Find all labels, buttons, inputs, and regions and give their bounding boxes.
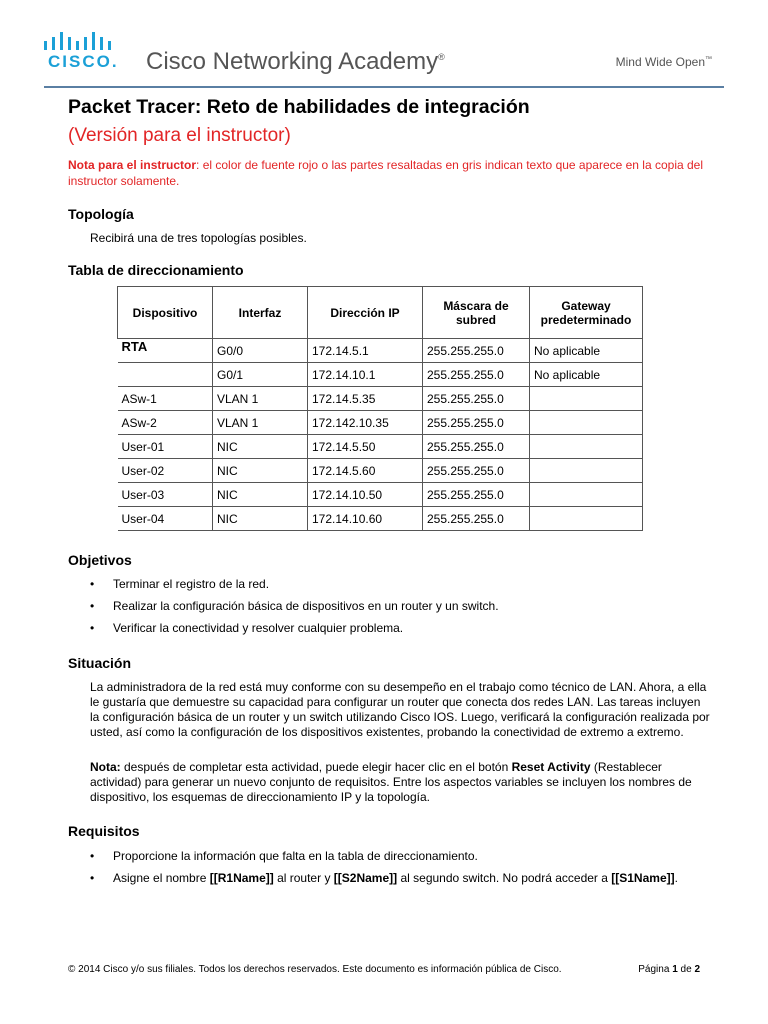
col-device: Dispositivo xyxy=(118,287,213,339)
cisco-logo-icon xyxy=(44,32,114,50)
cell-mask: 255.255.255.0 xyxy=(423,507,530,531)
list-item: • Proporcione la información que falta en la tabla de direccionamiento. xyxy=(90,849,478,863)
cell-mask: 255.255.255.0 xyxy=(423,339,530,363)
cell-gateway: No aplicable xyxy=(530,363,643,387)
cell-ip: 172.142.10.35 xyxy=(308,411,423,435)
situation-paragraph: La administradora de la red está muy conforme con su desempeño en el trabajo como técnico de LAN. Ahora, a ella le gustaría que demuestre su capacidad para configurar un router que conecta dos redes LAN. Las tareas incluyen la configuración básica de un router y un switch utilizando Cisco IOS. Luego, verificará la configuración realizada por usted, así como la configuración de los dispositivos existentes, probando la conectividad de extremo a extremo. xyxy=(90,680,710,739)
cell-interface: G0/0 xyxy=(213,339,308,363)
list-item: • Asigne el nombre [[R1Name]] al router y [[S2Name]] al segundo switch. No podrá acceder a [[S1Name]]. xyxy=(90,871,678,885)
topology-text: Recibirá una de tres topologías posibles. xyxy=(90,231,307,245)
cell-device: User-03 xyxy=(118,483,213,507)
cell-device: User-02 xyxy=(118,459,213,483)
cell-mask: 255.255.255.0 xyxy=(423,411,530,435)
cell-interface: VLAN 1 xyxy=(213,411,308,435)
page-title: Packet Tracer: Reto de habilidades de integración xyxy=(68,96,530,118)
cell-interface: NIC xyxy=(213,435,308,459)
cell-mask: 255.255.255.0 xyxy=(423,435,530,459)
cell-gateway xyxy=(530,387,643,411)
instructor-note: Nota para el instructor: el color de fuente rojo o las partes resaltadas en gris indican texto que aparece en la copia del instructor solamente. xyxy=(68,158,704,188)
table-row xyxy=(118,363,643,387)
cell-ip: 172.14.5.1 xyxy=(308,339,423,363)
col-gateway: Gateway predeterminado xyxy=(530,287,643,339)
footer-copyright: © 2014 Cisco y/o sus filiales. Todos los derechos reservados. Este documento es información pública de Cisco. xyxy=(68,964,562,975)
col-interface: Interfaz xyxy=(213,287,308,339)
cell-interface: G0/1 xyxy=(213,363,308,387)
cell-ip: 172.14.5.60 xyxy=(308,459,423,483)
cell-interface: NIC xyxy=(213,507,308,531)
cell-gateway xyxy=(530,507,643,531)
cell-gateway xyxy=(530,435,643,459)
cell-device: ASw-1 xyxy=(118,387,213,411)
footer-page-number: Página 1 de 2 xyxy=(638,964,700,975)
header-rule xyxy=(44,86,724,88)
cell-device: ASw-2 xyxy=(118,411,213,435)
tagline: Mind Wide Open™ xyxy=(615,55,712,69)
list-item: • Verificar la conectividad y resolver cualquier problema. xyxy=(90,621,404,635)
addressing-heading: Tabla de direccionamiento xyxy=(68,262,244,278)
cell-ip: 172.14.5.35 xyxy=(308,387,423,411)
cell-gateway xyxy=(530,411,643,435)
cell-interface: NIC xyxy=(213,459,308,483)
cell-gateway xyxy=(530,483,643,507)
table-row xyxy=(118,507,643,531)
cell-ip: 172.14.10.50 xyxy=(308,483,423,507)
table-row xyxy=(118,339,643,363)
table-row xyxy=(118,483,643,507)
cell-ip: 172.14.10.1 xyxy=(308,363,423,387)
cell-ip: 172.14.5.50 xyxy=(308,435,423,459)
cell-gateway: No aplicable xyxy=(530,339,643,363)
objectives-heading: Objetivos xyxy=(68,552,132,568)
page-subtitle: (Versión para el instructor) xyxy=(68,125,291,146)
cell-mask: 255.255.255.0 xyxy=(423,387,530,411)
col-ip: Dirección IP xyxy=(308,287,423,339)
topology-heading: Topología xyxy=(68,206,134,222)
table-row xyxy=(118,387,643,411)
cell-mask: 255.255.255.0 xyxy=(423,363,530,387)
table-row xyxy=(118,435,643,459)
col-mask: Máscara de subred xyxy=(423,287,530,339)
table-header-row xyxy=(118,287,643,339)
requirements-list xyxy=(90,849,710,893)
cisco-wordmark: CISCO. xyxy=(48,52,119,71)
cell-device: RTA xyxy=(118,339,213,363)
table-row xyxy=(118,411,643,435)
situation-heading: Situación xyxy=(68,655,132,671)
situation-note: Nota: después de completar esta actividad, puede elegir hacer clic en el botón Reset Activity (Restablecer actividad) para generar un nuevo conjunto de requisitos. Entre los aspectos variables se incluyen los nombres de dispositivo, los esquemas de direccionamiento IP y la topología. xyxy=(90,760,692,804)
list-item: • Realizar la configuración básica de dispositivos en un router y un switch. xyxy=(90,599,499,613)
cell-device xyxy=(118,363,213,387)
academy-title: Cisco Networking Academy® xyxy=(146,48,445,75)
cell-device: User-01 xyxy=(118,435,213,459)
cell-interface: NIC xyxy=(213,483,308,507)
cell-device: User-04 xyxy=(118,507,213,531)
requirements-heading: Requisitos xyxy=(68,823,140,839)
cell-mask: 255.255.255.0 xyxy=(423,483,530,507)
cell-ip: 172.14.10.60 xyxy=(308,507,423,531)
addressing-table xyxy=(117,286,643,531)
cell-gateway xyxy=(530,459,643,483)
objectives-list xyxy=(90,577,499,643)
table-row xyxy=(118,459,643,483)
cell-interface: VLAN 1 xyxy=(213,387,308,411)
cell-mask: 255.255.255.0 xyxy=(423,459,530,483)
page-header xyxy=(0,0,768,86)
list-item: • Terminar el registro de la red. xyxy=(90,577,270,591)
